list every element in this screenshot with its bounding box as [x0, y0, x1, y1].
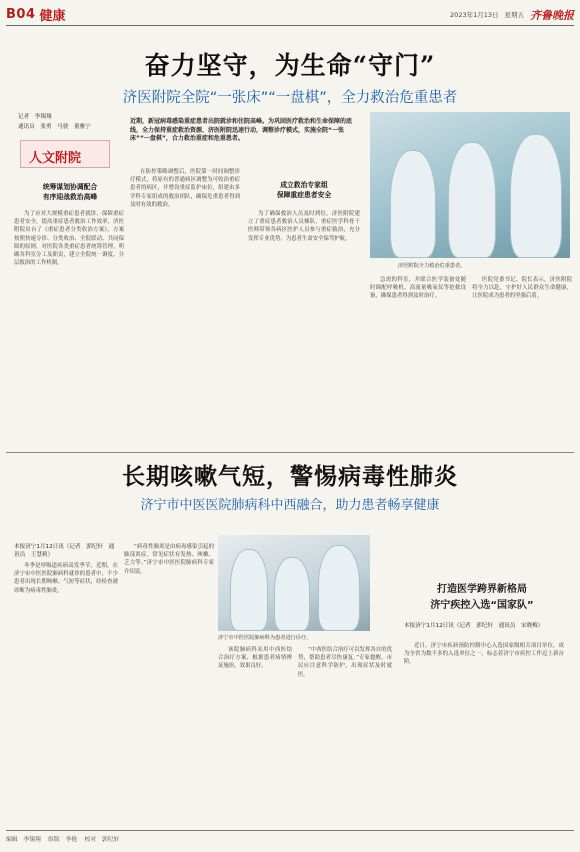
- article2-column-2: [124, 543, 214, 824]
- issue-weekday: 星期五: [504, 11, 524, 19]
- footer-proofreader: 校对 郭纪轩: [84, 837, 120, 843]
- article2-column-4: [298, 646, 392, 824]
- article1-photo-caption: 济医附院全力救治危重患者。: [398, 263, 466, 269]
- article1-col2-text: 在防控策略调整后，医院第一时间调整诊疗模式，将原有的普通病区调整为可收治重症患者的病区，并增设重症监护床位，组建由多学科专家组成的救治团队，确保危重患者得到及时有效的救治。: [130, 169, 240, 208]
- article1-title: 奋力坚守，为生命“守门”: [144, 51, 436, 80]
- doctor-figure: [318, 545, 360, 631]
- doctor-figure: [448, 142, 496, 258]
- footer-designer: 组版 李艳: [48, 837, 78, 843]
- section-tag: 人文附院: [20, 140, 110, 168]
- section-divider: [6, 452, 574, 453]
- article3-body-text: 近日，济宁市疾病预防控制中心入选国家级相关项目单位，成为全省为数不多的入选单位之一，标志着济宁市疾控工作迈上新台阶。: [404, 643, 564, 666]
- article1-col3-text: 为了确保救治人员及时到位，济医附院建立了重症患者救治人员梯队，重症医学科骨干医师带领各病区医护人员参与重症救治，充分发挥专业优势，为患者生命安全保驾护航。: [248, 211, 360, 242]
- article1-column-3: [248, 210, 360, 450]
- article2-col1-text: 冬季是呼吸道疾病高发季节，近期，在济宁市中医医院肺病科就诊的患者中，不少患者出现长期咳嗽、气短等症状，经检查被诊断为病毒性肺炎。: [14, 563, 118, 594]
- article2-photo-caption: 济宁市中医医院肺病科为患者进行诊疗。: [218, 635, 312, 641]
- footer-editor: 编辑 李锡翔: [6, 837, 41, 843]
- doctor-figure: [510, 134, 562, 258]
- article2-photo: [218, 535, 370, 631]
- article2-subtitle: 济宁市中医医院肺病科中西融合，助力患者畅享健康: [140, 498, 440, 513]
- article1-column-5: [472, 276, 572, 450]
- paper-logo: 齐鲁晚报: [530, 8, 574, 22]
- article2-byline: 本报济宁1月12日讯（记者 郭纪轩 通讯员 王慧莉）: [14, 544, 115, 558]
- article3-title: 打造医学跨界新格局 济宁疾控入选“国家队”: [430, 584, 534, 611]
- page-number: B04: [6, 7, 36, 22]
- article2-col4-text: “中西医结合治疗可以发挥各自的优势，帮助患者尽快康复。”专家提醒，市民应注意科学防护，出现症状及时就医。: [298, 647, 392, 678]
- article2-col3-text: 该院肺病科采用中西医结合治疗方案，根据患者病情辨证施治，效果良好。: [218, 647, 292, 670]
- article1-column-4: [370, 276, 466, 450]
- masthead: [6, 4, 574, 26]
- article1-column-1: [14, 210, 124, 450]
- section-name: 健康: [39, 9, 66, 24]
- issue-date: 2023年1月13日: [450, 11, 499, 19]
- article1-byline-correspondents: 通讯员 张勇 马骁 董雅宁: [18, 124, 91, 130]
- article1-subhead-mid: 成立救治专家组 保障重症患者安全: [276, 181, 332, 199]
- masthead-meta: [450, 7, 574, 23]
- article1-col1-text: 为了应对大规模重症患者就诊、保障重症患者安全，提高重症患者救治工作效率，济医附院出台了《重症患者分类收治方案》，方案按照快速分诊、分类收治、全院联动、共同保障的原则，对医院各类重症患者统筹管理，明确各科室分工及职责，建立全院统一调度、分层救治的工作机制。: [14, 211, 124, 267]
- article1-col4-text: 急需的科室，并联合医学装备处随时调配呼吸机、高流量吸氧仪等抢救设备，确保患者得到及时治疗。: [370, 277, 466, 300]
- article2-title: 长期咳嗽气短，警惕病毒性肺炎: [122, 463, 458, 490]
- article1-headline: [6, 46, 574, 107]
- article1-lead: 近期，新冠病毒感染重症患者出院就诊和住院高峰。为巩固医疗救治和生命保障的底线，全力保持重症救治资源，济医附院迅速行动，调整诊疗模式，实施全院“一张床”“一盘棋”，合力救治重症和危重患者。: [130, 118, 353, 143]
- article1-column-2: [130, 168, 240, 450]
- article2-col2-text: “病毒性肺炎是由病毒感染引起的肺部炎症，常见症状有发热、咳嗽、乏力等。”济宁市中医医院肺病科专家介绍说。: [124, 544, 214, 575]
- article3-byline: 本报济宁1月12日讯（记者 郭纪轩 通讯员 宋晓梅）: [404, 623, 544, 629]
- article1-photo: [370, 112, 570, 258]
- article1-byline-reporter: 记者 李锡翔: [18, 114, 52, 120]
- article2-column-1: [14, 562, 118, 824]
- article1-col5-text: 医院党委书记、院长表示，济医附院将全力以赴，守护好人民群众生命健康，让医院成为患者的坚强后盾。: [472, 277, 572, 300]
- article2-column-3: [218, 646, 292, 824]
- article1-subhead-left: 统筹谋划协调配合 有序迎战救治高峰: [42, 183, 98, 201]
- article1-subtitle: 济医附院全院“一张床”“一盘棋”，全力救治危重患者: [122, 90, 458, 106]
- doctor-figure: [390, 150, 436, 258]
- article3-body: [404, 642, 564, 824]
- article2-headline: [0, 458, 580, 513]
- page-footer: [6, 830, 574, 843]
- doctor-figure: [230, 549, 268, 631]
- patient-figure: [274, 557, 310, 631]
